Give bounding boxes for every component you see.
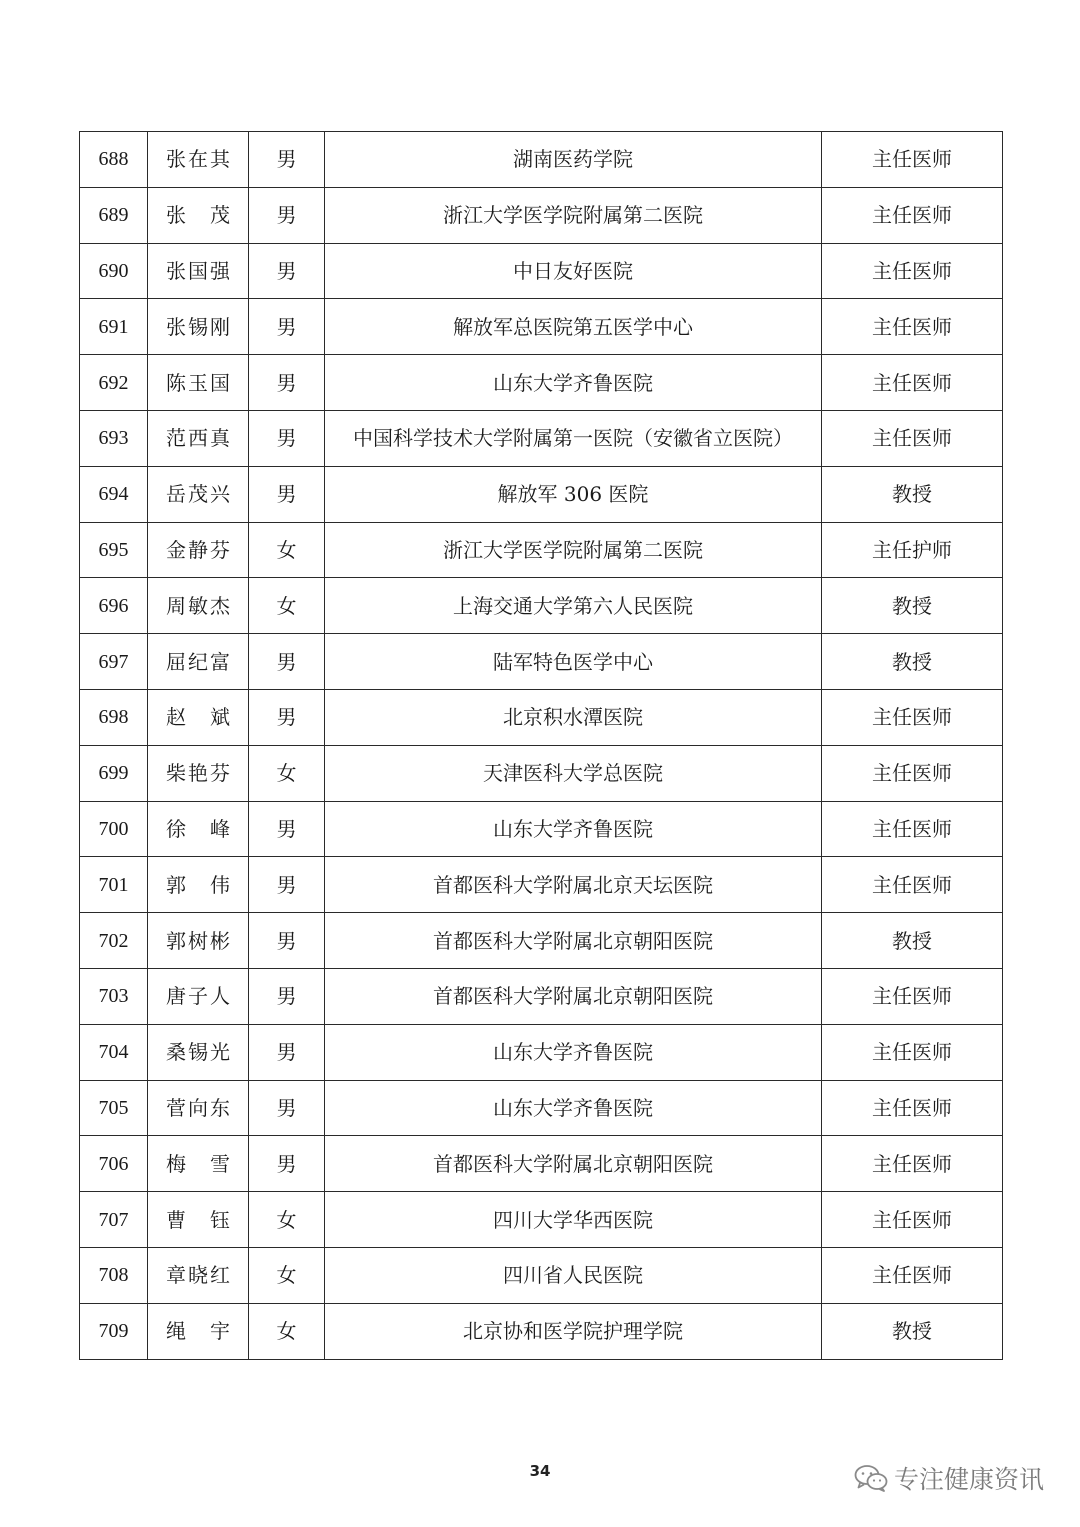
- cell-title: 主任医师: [822, 1192, 1003, 1248]
- cell-institution: 湖南医药学院: [325, 132, 822, 188]
- cell-number: 690: [80, 243, 148, 299]
- cell-gender: 女: [249, 745, 325, 801]
- cell-name: [148, 1080, 249, 1136]
- member-name: 梅雪: [166, 1151, 230, 1176]
- table-row: [80, 355, 1003, 411]
- member-name: 桑锡光: [166, 1040, 230, 1065]
- member-name: 菅向东: [166, 1095, 230, 1120]
- cell-name: [148, 913, 249, 969]
- cell-number: 707: [80, 1192, 148, 1248]
- cell-name: [148, 1303, 249, 1359]
- table-row: [80, 132, 1003, 188]
- cell-number: 698: [80, 689, 148, 745]
- member-name: 张锡刚: [166, 314, 230, 339]
- cell-gender: 男: [249, 634, 325, 690]
- table-row: [80, 187, 1003, 243]
- cell-gender: 女: [249, 1303, 325, 1359]
- table-row: [80, 522, 1003, 578]
- cell-institution: 四川大学华西医院: [325, 1192, 822, 1248]
- cell-title: 主任医师: [822, 857, 1003, 913]
- cell-gender: 男: [249, 187, 325, 243]
- cell-title: 主任医师: [822, 1136, 1003, 1192]
- member-name: 金静芬: [166, 537, 230, 562]
- cell-institution: 解放军总医院第五医学中心: [325, 299, 822, 355]
- wechat-icon: [854, 1464, 888, 1492]
- cell-number: 702: [80, 913, 148, 969]
- cell-name: [148, 466, 249, 522]
- cell-number: 699: [80, 745, 148, 801]
- table-row: [80, 1024, 1003, 1080]
- table-row: [80, 968, 1003, 1024]
- cell-number: 706: [80, 1136, 148, 1192]
- table-row: [80, 1080, 1003, 1136]
- cell-title: 教授: [822, 1303, 1003, 1359]
- cell-gender: 男: [249, 689, 325, 745]
- member-name: 柴艳芬: [166, 761, 230, 786]
- member-name: 范西真: [166, 426, 230, 451]
- member-name: 陈玉国: [166, 370, 230, 395]
- cell-gender: 男: [249, 801, 325, 857]
- cell-title: 主任医师: [822, 299, 1003, 355]
- cell-title: 主任医师: [822, 132, 1003, 188]
- table-row: [80, 689, 1003, 745]
- cell-number: 694: [80, 466, 148, 522]
- cell-institution: 中日友好医院: [325, 243, 822, 299]
- cell-name: [148, 578, 249, 634]
- cell-title: 教授: [822, 634, 1003, 690]
- member-name: 唐子人: [166, 984, 230, 1009]
- cell-institution: 山东大学齐鲁医院: [325, 1080, 822, 1136]
- member-name: 徐峰: [166, 816, 230, 841]
- cell-institution: 山东大学齐鲁医院: [325, 1024, 822, 1080]
- member-name: 岳茂兴: [166, 482, 230, 507]
- cell-institution: 首都医科大学附属北京天坛医院: [325, 857, 822, 913]
- watermark-text: 专注健康资讯: [893, 1465, 1044, 1494]
- member-name: 张茂: [166, 203, 230, 228]
- cell-name: [148, 522, 249, 578]
- table-row: [80, 801, 1003, 857]
- cell-name: [148, 1192, 249, 1248]
- table-row: [80, 913, 1003, 969]
- cell-title: 教授: [822, 466, 1003, 522]
- cell-title: 主任医师: [822, 689, 1003, 745]
- cell-gender: 男: [249, 243, 325, 299]
- member-name: 绳宇: [166, 1319, 230, 1344]
- member-name: 郭树彬: [166, 928, 230, 953]
- cell-institution: 北京积水潭医院: [325, 689, 822, 745]
- cell-title: 主任医师: [822, 410, 1003, 466]
- cell-number: 696: [80, 578, 148, 634]
- cell-name: [148, 857, 249, 913]
- cell-name: [148, 299, 249, 355]
- cell-gender: 男: [249, 968, 325, 1024]
- cell-name: [148, 1247, 249, 1303]
- cell-gender: 女: [249, 578, 325, 634]
- table-row: [80, 1247, 1003, 1303]
- table-row: [80, 1136, 1003, 1192]
- cell-name: [148, 410, 249, 466]
- table-row: [80, 578, 1003, 634]
- cell-name: [148, 745, 249, 801]
- cell-institution: 陆军特色医学中心: [325, 634, 822, 690]
- member-name: 周敏杰: [166, 593, 230, 618]
- cell-title: 主任医师: [822, 1024, 1003, 1080]
- cell-number: 692: [80, 355, 148, 411]
- table-row: [80, 299, 1003, 355]
- cell-institution: 山东大学齐鲁医院: [325, 801, 822, 857]
- cell-title: 主任医师: [822, 355, 1003, 411]
- member-name: 章晓红: [166, 1263, 230, 1288]
- cell-institution: 北京协和医学院护理学院: [325, 1303, 822, 1359]
- cell-title: 主任医师: [822, 968, 1003, 1024]
- member-name: 张国强: [166, 258, 230, 283]
- cell-name: [148, 187, 249, 243]
- cell-name: [148, 132, 249, 188]
- cell-number: 700: [80, 801, 148, 857]
- cell-gender: 男: [249, 913, 325, 969]
- cell-gender: 女: [249, 1192, 325, 1248]
- cell-institution: 上海交通大学第六人民医院: [325, 578, 822, 634]
- cell-institution: 首都医科大学附属北京朝阳医院: [325, 968, 822, 1024]
- member-name: 曹钰: [166, 1207, 230, 1232]
- cell-title: 主任医师: [822, 243, 1003, 299]
- member-name: 张在其: [166, 147, 230, 172]
- table-row: [80, 243, 1003, 299]
- table-row: [80, 745, 1003, 801]
- cell-gender: 男: [249, 857, 325, 913]
- cell-name: [148, 355, 249, 411]
- cell-number: 693: [80, 410, 148, 466]
- cell-number: 697: [80, 634, 148, 690]
- cell-name: [148, 801, 249, 857]
- cell-number: 688: [80, 132, 148, 188]
- member-table-body: [80, 132, 1003, 1360]
- cell-institution: 首都医科大学附属北京朝阳医院: [325, 1136, 822, 1192]
- cell-title: 主任医师: [822, 745, 1003, 801]
- cell-number: 701: [80, 857, 148, 913]
- cell-number: 708: [80, 1247, 148, 1303]
- cell-gender: 男: [249, 1080, 325, 1136]
- cell-title: 主任护师: [822, 522, 1003, 578]
- table-row: [80, 1303, 1003, 1359]
- cell-gender: 女: [249, 522, 325, 578]
- cell-gender: 男: [249, 466, 325, 522]
- cell-institution: 首都医科大学附属北京朝阳医院: [325, 913, 822, 969]
- cell-gender: 男: [249, 299, 325, 355]
- cell-name: [148, 1136, 249, 1192]
- cell-name: [148, 243, 249, 299]
- cell-name: [148, 634, 249, 690]
- table-row: [80, 410, 1003, 466]
- cell-number: 709: [80, 1303, 148, 1359]
- cell-title: 教授: [822, 578, 1003, 634]
- cell-institution: 中国科学技术大学附属第一医院（安徽省立医院）: [325, 410, 822, 466]
- cell-gender: 男: [249, 1136, 325, 1192]
- cell-number: 704: [80, 1024, 148, 1080]
- table-row: [80, 634, 1003, 690]
- cell-institution: 浙江大学医学院附属第二医院: [325, 522, 822, 578]
- cell-gender: 男: [249, 355, 325, 411]
- cell-gender: 男: [249, 132, 325, 188]
- cell-institution: 山东大学齐鲁医院: [325, 355, 822, 411]
- cell-gender: 男: [249, 1024, 325, 1080]
- cell-name: [148, 1024, 249, 1080]
- cell-title: 主任医师: [822, 801, 1003, 857]
- cell-title: 教授: [822, 913, 1003, 969]
- table-row: [80, 857, 1003, 913]
- cell-name: [148, 689, 249, 745]
- cell-institution: 四川省人民医院: [325, 1247, 822, 1303]
- cell-title: 主任医师: [822, 1247, 1003, 1303]
- cell-institution: 浙江大学医学院附属第二医院: [325, 187, 822, 243]
- cell-number: 689: [80, 187, 148, 243]
- cell-title: 主任医师: [822, 1080, 1003, 1136]
- cell-institution: 解放军 306 医院: [325, 466, 822, 522]
- watermark: [854, 1460, 1044, 1496]
- member-name: 屈纪富: [166, 649, 230, 674]
- cell-number: 703: [80, 968, 148, 1024]
- table-row: [80, 466, 1003, 522]
- cell-gender: 女: [249, 1247, 325, 1303]
- cell-name: [148, 968, 249, 1024]
- page-number: 34: [529, 1462, 551, 1480]
- cell-number: 691: [80, 299, 148, 355]
- cell-number: 695: [80, 522, 148, 578]
- cell-title: 主任医师: [822, 187, 1003, 243]
- table-row: [80, 1192, 1003, 1248]
- cell-gender: 男: [249, 410, 325, 466]
- member-name: 赵斌: [166, 705, 230, 730]
- cell-number: 705: [80, 1080, 148, 1136]
- cell-institution: 天津医科大学总医院: [325, 745, 822, 801]
- member-name: 郭伟: [166, 872, 230, 897]
- member-table: [79, 131, 1003, 1360]
